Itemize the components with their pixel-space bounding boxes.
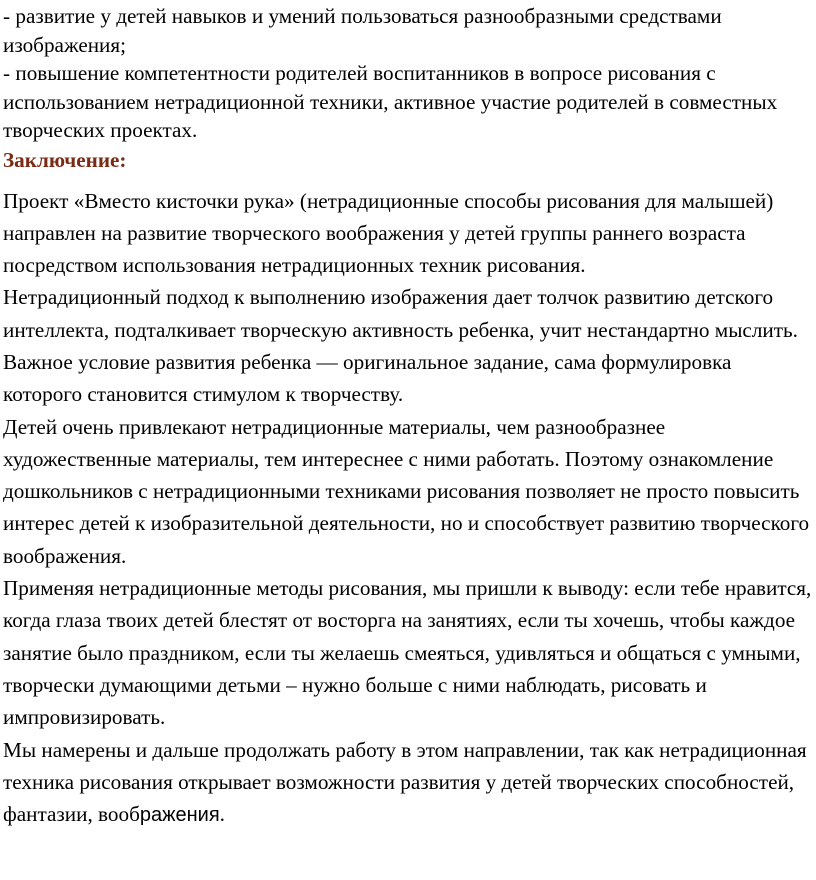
paragraph-methods: Применяя нетрадиционные методы рисования, мы пришли к выводу: если тебе нравится, когда глаза твоих детей блестят от восторга на занятиях, если ты хочешь, чтобы каждое занятие было праздником, если ты желаешь смеяться, удивляться и общаться с умными, творчески думающими детьми – нужно больше с ними наблюдать, рисовать и импровизировать. — [3, 576, 812, 730]
paragraph-project: Проект «Вместо кисточки рука» (нетрадиционные способы рисования для малышей) направлен на развитие творческого воображения у детей группы раннего возраста посредством использования нетрадиционных техник рисования. — [3, 188, 774, 278]
final-text-end: ражения — [139, 804, 220, 827]
conclusion-heading: Заключение: — [3, 147, 127, 172]
final-text-start: Мы намерены и дальше продолжать работу в этом направлении, так как нетрадиционная техника рисования открывает возможности развития у детей творческих способностей, фантазии, вооб — [3, 737, 807, 827]
final-period: . — [219, 802, 225, 827]
conclusion-body — [3, 175, 812, 832]
intro-item: - повышение компетентности родителей воспитанников в вопросе рисования с использованием нетрадиционной техники, активное участие родителей в совместных творческих проектах. — [3, 61, 778, 142]
intro-item: - развитие у детей навыков и умений пользоваться разнообразными средствами изображения; — [3, 4, 722, 57]
paragraph-materials: Детей очень привлекают нетрадиционные материалы, чем разнообразнее художественные материалы, тем интереснее с ними работать. Поэтому ознакомление дошкольников с нетрадиционными техниками рисования позволяет не просто повысить интерес детей к изобразительной деятельности, но и способствует развитию творческого воображения. — [3, 414, 810, 568]
paragraph-final — [3, 734, 812, 832]
paragraph-approach: Нетрадиционный подход к выполнению изображения дает толчок развитию детского интеллекта, подталкивает творческую активность ребенка, учит нестандартно мыслить. Важное условие развития ребенка — оригинальное задание, сама формулировка которого становится стимулом к творчеству. — [3, 285, 798, 407]
intro-list — [3, 0, 812, 145]
